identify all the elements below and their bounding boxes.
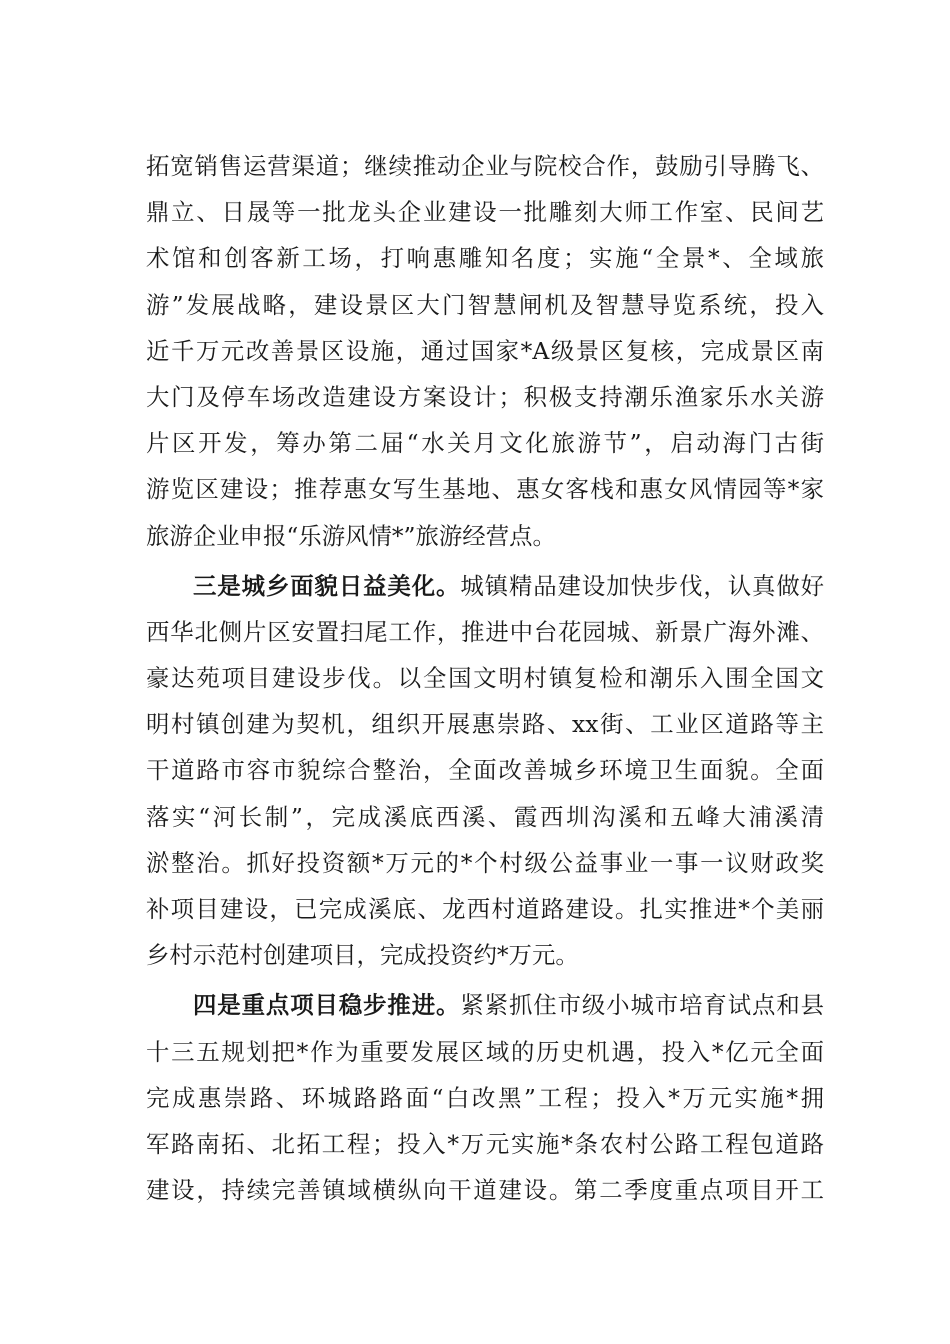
text-line: 明村镇创建为契机，组织开展惠崇路、xx街、工业区道路等主 [146, 710, 824, 739]
text-line: 西华北侧片区安置扫尾工作，推进中台花园城、新景广海外滩、 [146, 617, 824, 646]
text-line: 游览区建设；推荐惠女写生基地、惠女客栈和惠女风情园等*家 [146, 475, 824, 504]
text-run: 城镇精品建设加快步伐，认真做好 [460, 571, 825, 600]
document-body [146, 143, 824, 1213]
text-line: 术馆和创客新工场，打响惠雕知名度；实施“全景*、全域旅 [146, 244, 824, 273]
text-line: 旅游企业申报“乐游风情*”旅游经营点。 [146, 521, 556, 550]
text-line: 游”发展战略，建设景区大门智慧闸机及智慧导览系统，投入 [146, 290, 824, 319]
text-line: 补项目建设，已完成溪底、龙西村道路建设。扎实推进*个美丽 [146, 895, 824, 923]
text-line: 大门及停车场改造建设方案设计；积极支持潮乐渔家乐水关游 [146, 382, 824, 411]
text-line: 落实“河长制”，完成溪底西溪、霞西圳沟溪和五峰大浦溪清 [146, 802, 824, 831]
paragraph-key-projects [146, 982, 824, 1213]
paragraph-heading: 四是重点项目稳步推进。 [193, 991, 461, 1020]
text-line: 近千万元改善景区设施，通过国家*A级景区复核，完成景区南 [146, 336, 824, 365]
text-line: 干道路市容市貌综合整治，全面改善城乡环境卫生面貌。全面 [146, 756, 824, 785]
paragraph-urban-rural [146, 563, 824, 979]
text-run: 紧紧抓住市级小城市培育试点和县 [460, 991, 825, 1020]
text-line: 拓宽销售运营渠道；继续推动企业与院校合作，鼓励引导腾飞、 [146, 152, 824, 180]
paragraph-heading: 三是城乡面貌日益美化。 [193, 571, 461, 600]
text-line: 完成惠崇路、环城路路面“白改黑”工程；投入*万元实施*拥 [146, 1083, 824, 1112]
text-line: 军路南拓、北拓工程；投入*万元实施*条农村公路工程包道路 [146, 1129, 824, 1158]
text-line: 十三五规划把*作为重要发展区域的历史机遇，投入*亿元全面 [146, 1037, 824, 1066]
paragraph-first-line [146, 563, 824, 609]
text-line: 建设，持续完善镇域横纵向干道建设。第二季度重点项目开工 [146, 1176, 824, 1205]
text-line: 淤整治。抓好投资额*万元的*个村级公益事业一事一议财政奖 [146, 848, 824, 877]
paragraph-first-line [146, 982, 824, 1028]
text-line: 鼎立、日晟等一批龙头企业建设一批雕刻大师工作室、民间艺 [146, 198, 824, 227]
paragraph-tourism [146, 143, 824, 559]
text-line: 豪达苑项目建设步伐。以全国文明村镇复检和潮乐入围全国文 [146, 664, 824, 693]
text-line: 片区开发，筹办第二届“水关月文化旅游节”，启动海门古街 [146, 429, 824, 458]
text-line: 乡村示范村创建项目，完成投资约*万元。 [146, 941, 579, 970]
